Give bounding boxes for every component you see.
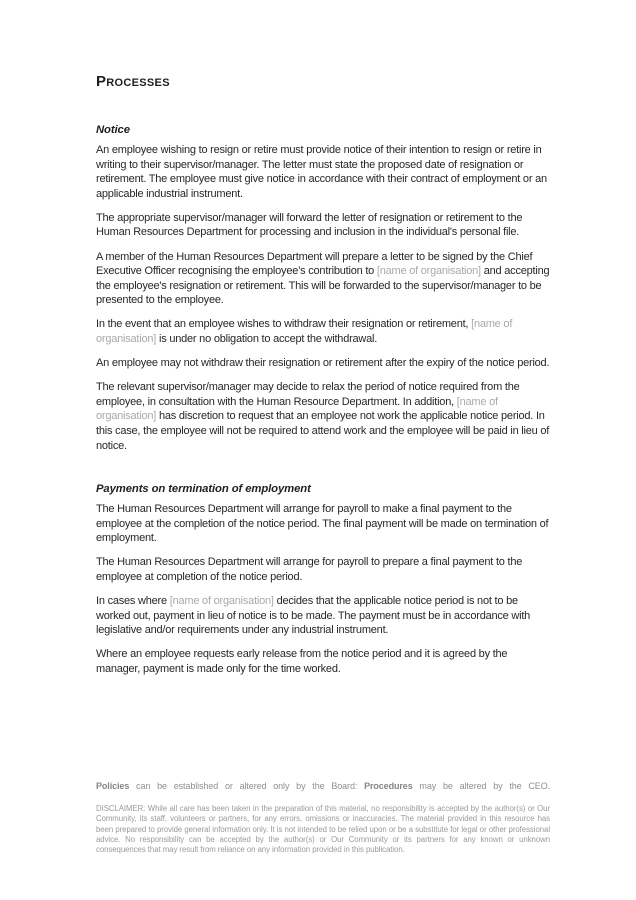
paragraph-text: has discretion to request that an employee not work the applicable notice period. In this case, the employee will not be required to attend work and the employee will be paid in lieu of notice.	[96, 410, 550, 452]
paragraph-text: The appropriate supervisor/manager will forward the letter of resignation or retirement to the Human Resources Department for processing and inclusion in the individual's personal file.	[96, 211, 523, 239]
footer-policy-bold: Policies	[96, 781, 130, 791]
paragraph-text: The relevant supervisor/manager may decide to relax the period of notice required from the employee, in consultation with the Human Resource Department. In addition,	[96, 381, 520, 408]
paragraph	[96, 143, 550, 201]
paragraph-text: and accepting the employee's resignation or retirement. This will be forwarded to the supervisor/manager to be presented to the employee.	[96, 265, 550, 307]
paragraph-text: The Human Resources Department will arrange for payroll to make a final payment to the employee at the completion of the notice period. The final payment will be made on termination of employment.	[96, 503, 549, 545]
footer-disclaimer: DISCLAIMER: While all care has been taken in the preparation of this material, no responsibility is accepted by the author(s) or Our Community, its staff, volunteers or partners, for any errors, omissions or inaccuracies. The material provided in this resource has been prepared to provide general information only. It is not intended to be relied upon or be a substitute for legal or other professional advice. No responsibility can be accepted by the author(s) or Our Community or its partners for any known or unknown consequences that may result from reliance on any information provided in this publication.	[96, 804, 550, 855]
footer-policy-line	[96, 781, 550, 791]
section-heading-notice: Notice	[96, 124, 130, 136]
paragraph	[96, 356, 550, 371]
footer-policy-text: can be established or altered only by the Board:	[129, 781, 365, 791]
paragraph	[96, 647, 550, 676]
placeholder-token: [name of organisation]	[96, 318, 513, 346]
footer-policy-text: may be altered by the CEO.	[412, 781, 551, 791]
paragraph-text: Where an employee requests early release from the notice period and it is agreed by the manager, payment is made only for the time worked.	[96, 648, 508, 676]
page-title: Processes	[96, 73, 170, 90]
section-heading-payments: Payments on termination of employment	[96, 483, 311, 496]
paragraph-text: The Human Resources Department will arrange for payroll to prepare a final payment to the employee at completion of the notice period.	[96, 556, 523, 584]
paragraph-text: decides that the applicable notice period is not to be worked out, payment in lieu of notice is to be made. The payment must be in accordance with legislative and/or requirements under any industrial instrument.	[96, 595, 531, 637]
paragraph	[96, 211, 550, 240]
paragraph-text: A member of the Human Resources Department will prepare a letter to be signed by the Chief Executive Officer recognising the employee’s contribution to	[96, 250, 533, 278]
paragraph	[96, 555, 550, 584]
paragraph-text: is under no obligation to accept the withdrawal.	[156, 333, 378, 346]
paragraph	[96, 317, 550, 346]
paragraph-text: An employee wishing to resign or retire must provide notice of their intention to resign or retire in writing to their supervisor/manager. The letter must state the proposed date of resignation or retirement. The employee must give notice in accordance with their contract of employment or an applicable industrial instrument.	[96, 144, 547, 200]
paragraph-text: An employee may not withdraw their resignation or retirement after the expiry of the notice period.	[96, 357, 550, 370]
footer-procedures-bold: Procedures	[364, 781, 413, 791]
placeholder-token: [name of organisation]	[96, 395, 498, 423]
paragraph	[96, 594, 550, 638]
paragraph	[96, 502, 550, 546]
paragraph-text: In the event that an employee wishes to withdraw their resignation or retirement,	[96, 318, 472, 331]
placeholder-token: [name of organisation]	[169, 595, 274, 608]
page-footer	[96, 781, 550, 855]
placeholder-token: [name of organisation]	[376, 265, 481, 278]
paragraph	[96, 380, 550, 453]
paragraph-text: In cases where	[96, 595, 170, 608]
paragraph	[96, 250, 550, 308]
